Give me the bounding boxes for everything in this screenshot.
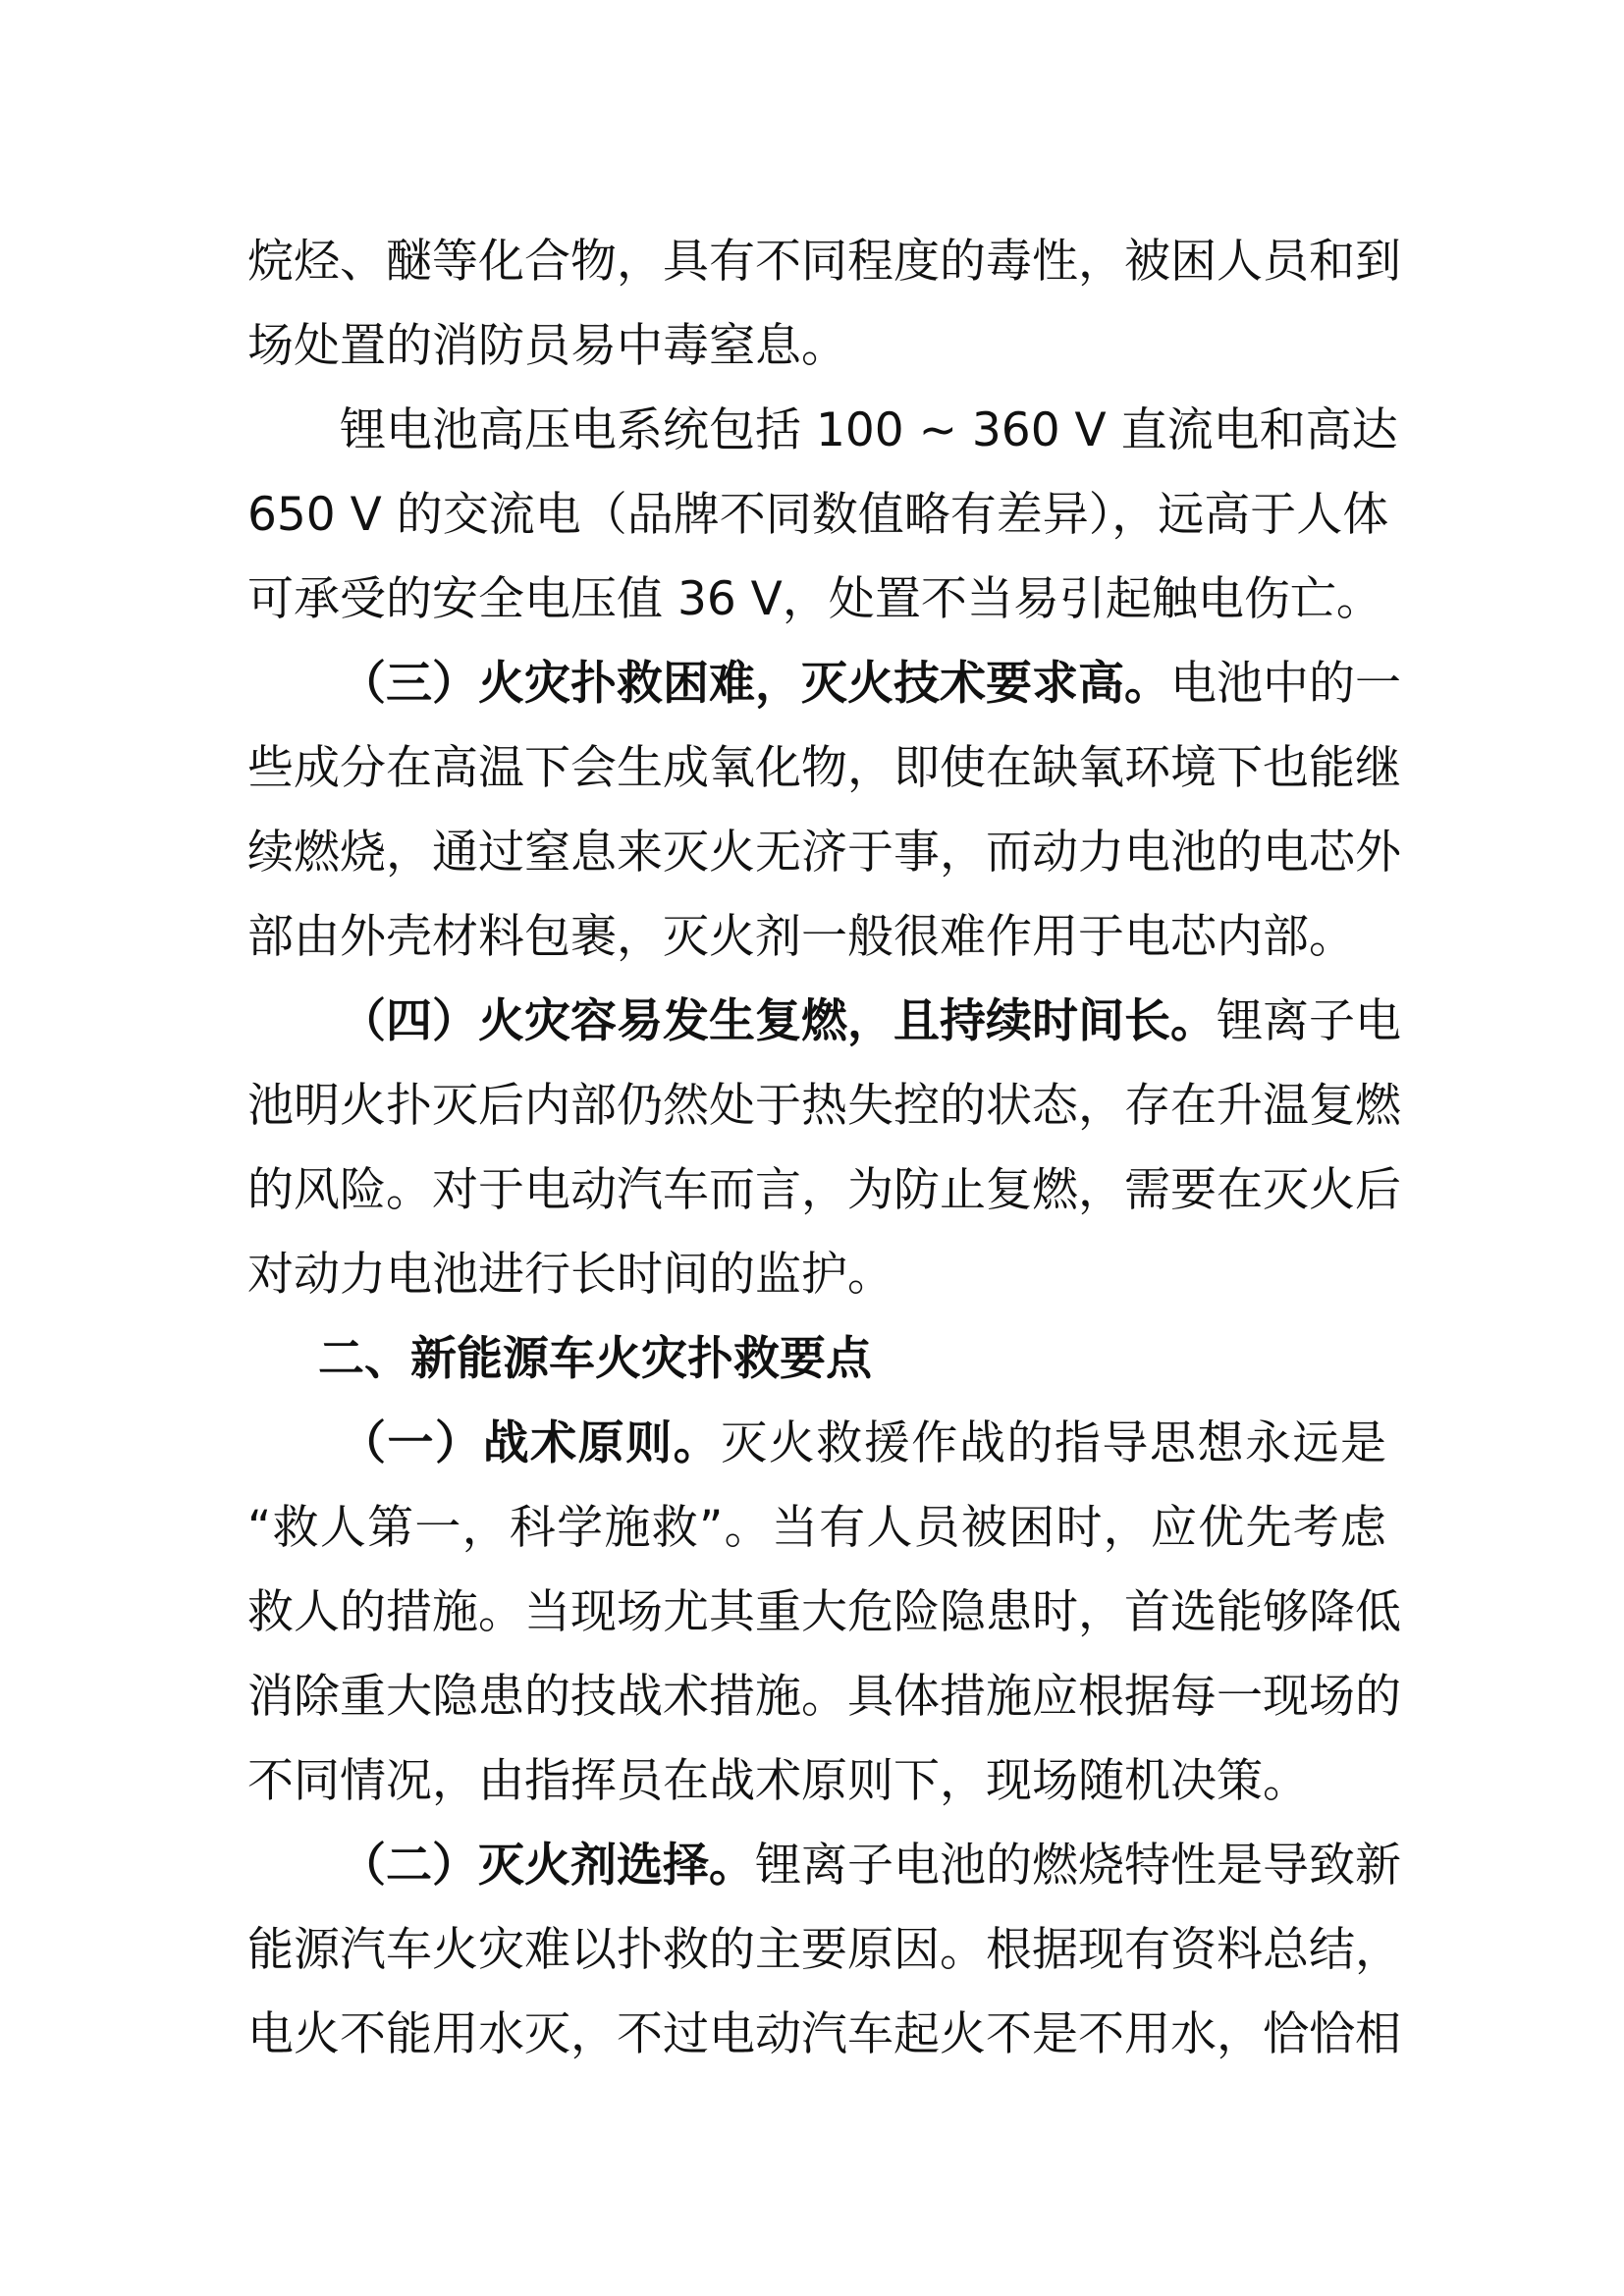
text-line: 的风险。对于电动汽车而言，为防止复燃，需要在灭火后 bbox=[247, 1163, 1401, 1217]
section-heading-text: 二、新能源车火灾扑救要点 bbox=[318, 1332, 872, 1386]
text-segment: 锂离子电池的燃烧特性是导致新 bbox=[755, 1839, 1401, 1893]
text-segment: 电池中的一 bbox=[1170, 657, 1401, 711]
text-line: 锂电池高压电系统包括 100 ~ 360 V 直流电和高达 bbox=[340, 403, 1398, 457]
text-line bbox=[247, 1824, 1401, 1908]
text-line: 对动力电池进行长时间的监护。 bbox=[247, 1248, 893, 1302]
paragraph-voltage bbox=[247, 389, 1398, 642]
paragraph-reignition bbox=[247, 980, 1401, 1317]
text-line: 池明火扑灭后内部仍然处于热失控的状态，存在升温复燃 bbox=[247, 1079, 1401, 1133]
text-line: 650 V 的交流电（品牌不同数值略有差异），远高于人体 bbox=[247, 488, 1389, 542]
paragraph-lead: （四）火灾容易发生复燃，且持续时间长。 bbox=[340, 994, 1217, 1048]
text-line: 续燃烧，通过窒息来灭火无济于事，而动力电池的电芯外 bbox=[247, 826, 1401, 880]
text-line: 可承受的安全电压值 36 V，处置不当易引起触电伤亡。 bbox=[247, 572, 1382, 626]
paragraph-continuation bbox=[247, 220, 1401, 389]
text-line: 消除重大隐患的技战术措施。具体措施应根据每一现场的 bbox=[247, 1670, 1401, 1724]
text-line: 救人的措施。当现场尤其重大危险隐患时，首选能够降低 bbox=[247, 1585, 1401, 1639]
text-line: 烷烃、醚等化合物，具有不同程度的毒性，被困人员和到 bbox=[247, 235, 1401, 289]
paragraph-lead: （三）火灾扑救困难，灭火技术要求高。 bbox=[340, 657, 1170, 711]
text-line: 不同情况，由指挥员在战术原则下，现场随机决策。 bbox=[247, 1754, 1309, 1808]
text-line: 电火不能用水灭，不过电动汽车起火不是不用水，恰恰相 bbox=[247, 2007, 1401, 2061]
paragraph-tactics bbox=[247, 1402, 1401, 1824]
text-line: 部由外壳材料包裹，灭火剂一般很难作用于电芯内部。 bbox=[247, 910, 1355, 964]
paragraph-lead: （一）战术原则。 bbox=[340, 1416, 722, 1470]
paragraph-extinguishing-agent bbox=[247, 1824, 1401, 2077]
text-line bbox=[247, 1402, 1386, 1486]
text-segment: 灭火救援作战的指导思想永远是 bbox=[721, 1416, 1387, 1470]
text-line bbox=[247, 642, 1401, 726]
paragraph-difficult-extinguish bbox=[247, 642, 1401, 980]
text-line bbox=[247, 980, 1401, 1064]
text-segment: 锂离子电 bbox=[1217, 994, 1401, 1048]
section-heading bbox=[247, 1317, 1386, 1402]
text-line: 场处置的消防员易中毒窒息。 bbox=[247, 319, 847, 373]
paragraph-lead: （二）灭火剂选择。 bbox=[340, 1839, 755, 1893]
text-line: 能源汽车火灾难以扑救的主要原因。根据现有资料总结， bbox=[247, 1923, 1401, 1977]
text-line: 些成分在高温下会生成氧化物，即使在缺氧环境下也能继 bbox=[247, 741, 1401, 795]
document-body bbox=[247, 220, 1401, 2077]
text-line: “救人第一，科学施救”。当有人员被困时，应优先考虑 bbox=[247, 1501, 1386, 1555]
